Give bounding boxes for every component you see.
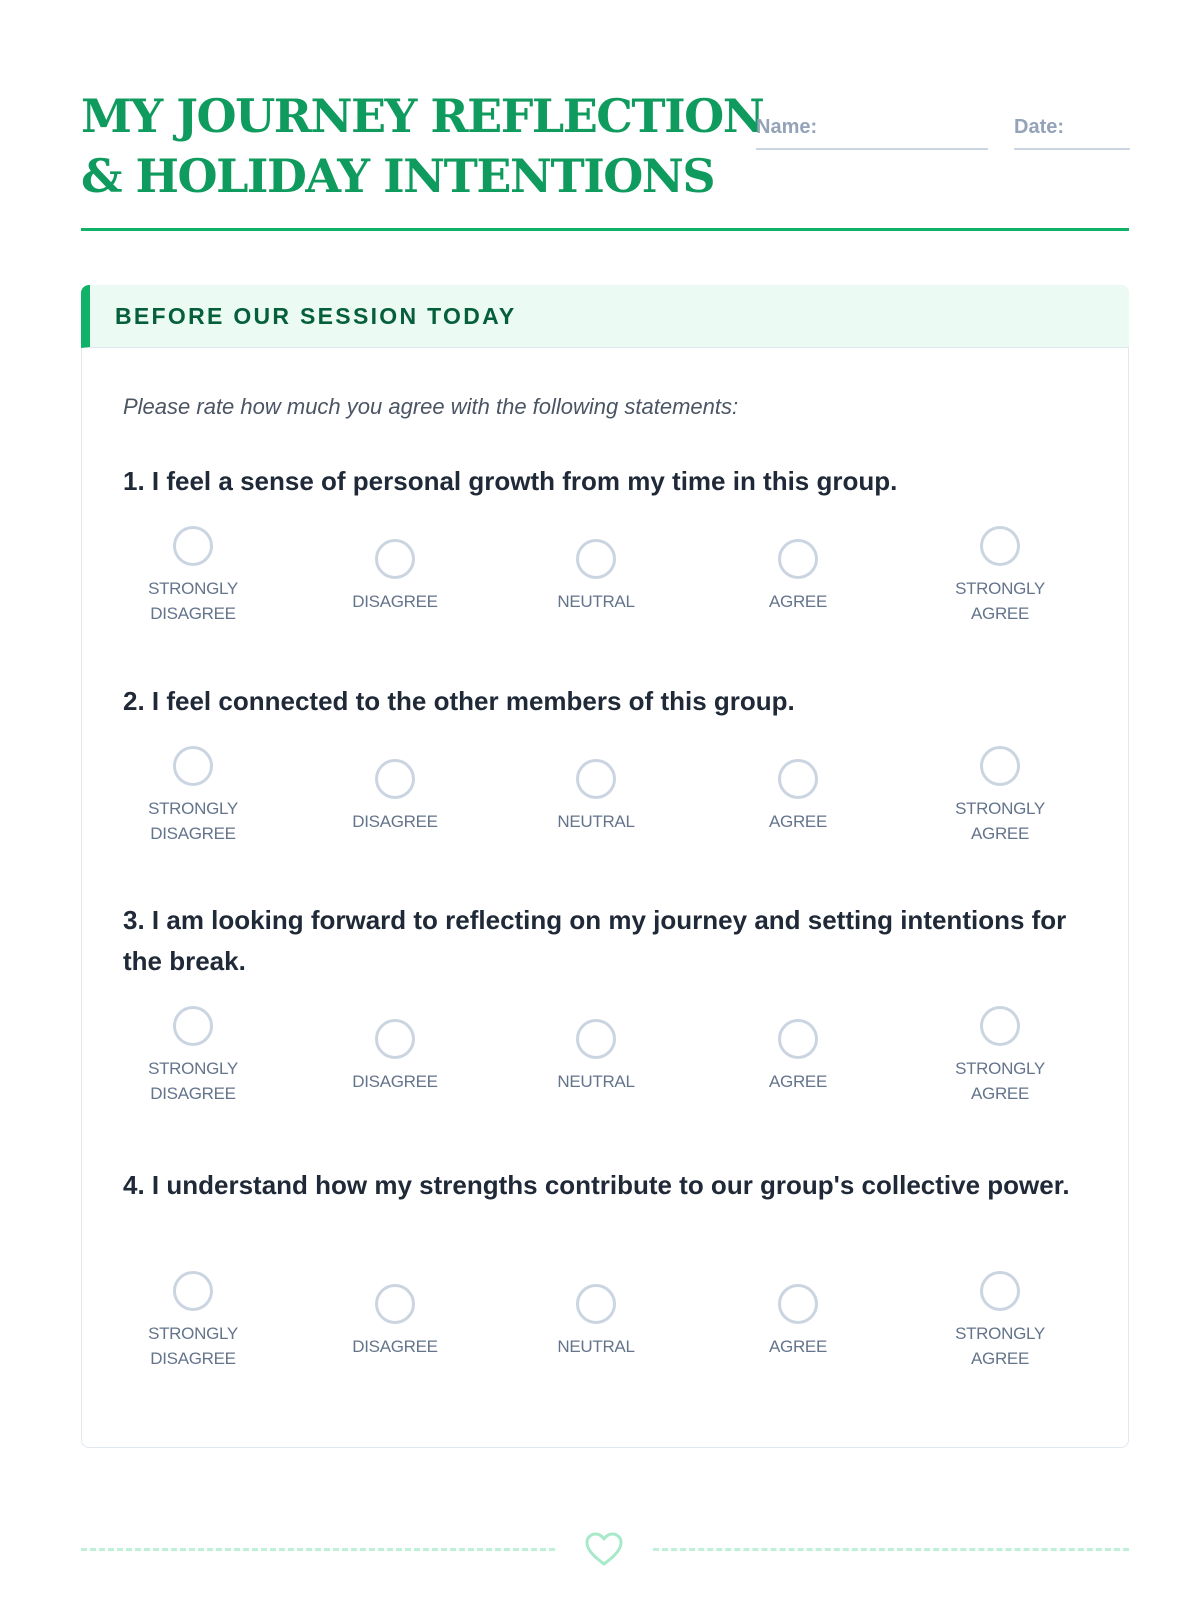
option-label: DISAGREE [352,1072,438,1091]
question-4-text: 4. I understand how my strengths contribute to our group's collective power. [123,1170,1070,1200]
radio-circle[interactable] [173,1006,213,1046]
section-header [81,285,1129,348]
page-title [81,86,764,206]
option-label: STRONGLY DISAGREE [148,579,238,623]
radio-strongly-agree[interactable] [930,526,1070,626]
radio-strongly-agree[interactable] [930,1006,1070,1106]
option-label: DISAGREE [352,1337,438,1356]
radio-circle[interactable] [778,1019,818,1059]
rating-scale-1 [123,526,1083,636]
radio-neutral[interactable] [526,539,666,614]
radio-circle[interactable] [375,539,415,579]
radio-strongly-agree[interactable] [930,746,1070,846]
option-label: AGREE [768,1337,828,1356]
option-label: NEUTRAL [557,592,635,611]
radio-neutral[interactable] [526,1284,666,1359]
radio-strongly-agree[interactable] [930,1271,1070,1371]
radio-strongly-disagree[interactable] [123,1271,263,1371]
option-label: STRONGLY DISAGREE [148,1324,238,1368]
option-label: STRONGLY AGREE [955,799,1045,843]
dashed-divider-right [653,1548,1129,1551]
radio-disagree[interactable] [325,759,465,834]
radio-circle[interactable] [980,1006,1020,1046]
radio-disagree[interactable] [325,1284,465,1359]
instructions-text: Please rate how much you agree with the following statements: [123,394,739,419]
radio-strongly-disagree[interactable] [123,526,263,626]
footer-divider [81,1530,1129,1570]
radio-circle[interactable] [173,1271,213,1311]
option-label: NEUTRAL [557,812,635,831]
dashed-divider-left [81,1548,555,1551]
option-label: STRONGLY DISAGREE [148,799,238,843]
rating-scale-3 [123,1006,1083,1116]
name-field[interactable] [756,116,988,139]
radio-circle[interactable] [778,759,818,799]
date-label: Date: [1014,116,1065,138]
radio-circle[interactable] [778,1284,818,1324]
radio-circle[interactable] [980,526,1020,566]
radio-circle[interactable] [576,1019,616,1059]
radio-disagree[interactable] [325,1019,465,1094]
radio-circle[interactable] [375,759,415,799]
option-label: NEUTRAL [557,1072,635,1091]
name-label: Name: [756,116,818,138]
rating-scale-2 [123,746,1083,856]
option-label: STRONGLY AGREE [955,579,1045,623]
question-2-text: 2. I feel connected to the other members of this group. [123,686,795,716]
page-header [81,86,1129,231]
option-label: STRONGLY AGREE [955,1059,1045,1103]
radio-circle[interactable] [576,539,616,579]
option-label: AGREE [768,812,828,831]
radio-neutral[interactable] [526,759,666,834]
radio-strongly-disagree[interactable] [123,746,263,846]
rating-scale-4 [123,1271,1083,1381]
radio-circle[interactable] [173,746,213,786]
option-label: AGREE [768,1072,828,1091]
radio-circle[interactable] [375,1284,415,1324]
section-title: BEFORE OUR SESSION TODAY [115,303,517,329]
radio-neutral[interactable] [526,1019,666,1094]
page-title-line-2: & HOLIDAY INTENTIONS [81,149,715,203]
radio-circle[interactable] [980,746,1020,786]
radio-agree[interactable] [728,539,868,614]
page-title-line-1: MY JOURNEY REFLECTION [81,89,764,143]
heart-icon [584,1530,624,1570]
radio-circle[interactable] [778,539,818,579]
date-underline[interactable] [1014,148,1130,150]
option-label: AGREE [768,592,828,611]
option-label: STRONGLY AGREE [955,1324,1045,1368]
date-field[interactable] [1014,116,1130,139]
radio-agree[interactable] [728,1284,868,1359]
radio-disagree[interactable] [325,539,465,614]
radio-circle[interactable] [173,526,213,566]
radio-circle[interactable] [375,1019,415,1059]
question-1-text: 1. I feel a sense of personal growth from my time in this group. [123,466,898,496]
name-underline[interactable] [756,148,988,150]
radio-circle[interactable] [576,759,616,799]
radio-agree[interactable] [728,759,868,834]
question-3-text: 3. I am looking forward to reflecting on my journey and setting intentions for the break. [123,905,1067,976]
radio-circle[interactable] [980,1271,1020,1311]
radio-strongly-disagree[interactable] [123,1006,263,1106]
radio-circle[interactable] [576,1284,616,1324]
option-label: NEUTRAL [557,1337,635,1356]
option-label: DISAGREE [352,592,438,611]
radio-agree[interactable] [728,1019,868,1094]
option-label: DISAGREE [352,812,438,831]
option-label: STRONGLY DISAGREE [148,1059,238,1103]
survey-card [81,285,1129,1448]
